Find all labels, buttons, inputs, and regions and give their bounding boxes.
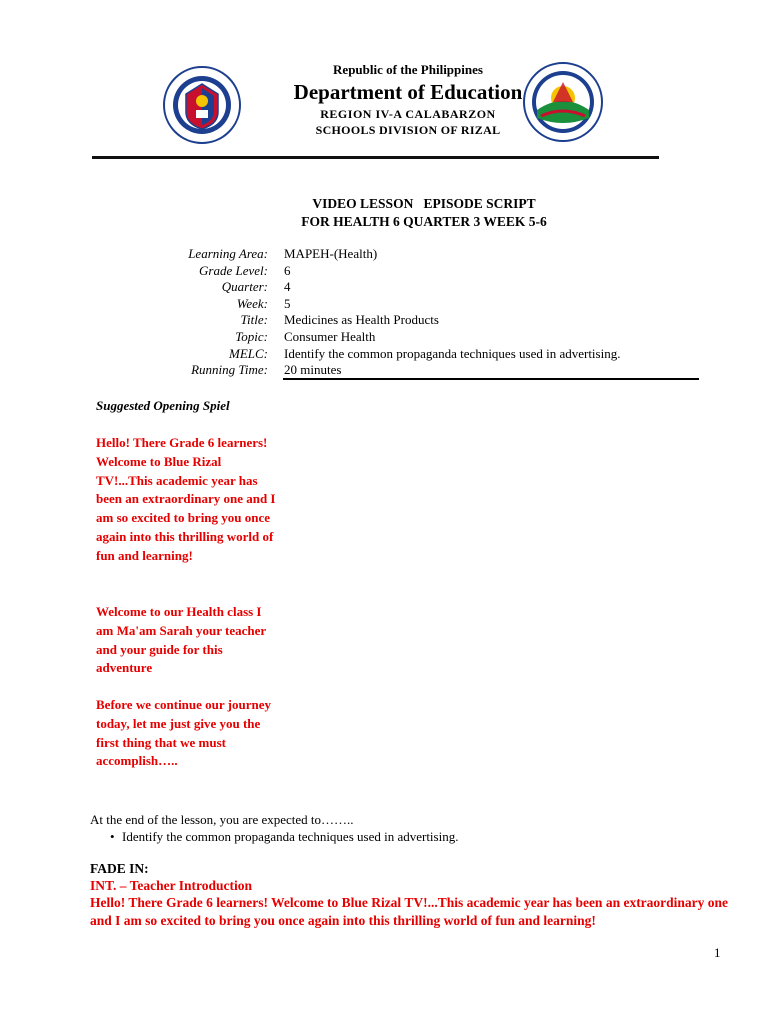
info-label: Topic: bbox=[235, 329, 268, 344]
info-value: 6 bbox=[284, 262, 291, 278]
info-label: MELC: bbox=[229, 345, 268, 361]
page-number: 1 bbox=[714, 945, 721, 960]
info-row-topic bbox=[0, 329, 768, 345]
info-row-quarter bbox=[0, 279, 768, 295]
script-title-line2: FOR HEALTH 6 QUARTER 3 WEEK 5-6 bbox=[301, 214, 547, 229]
fade-in-heading: FADE IN: bbox=[90, 861, 149, 876]
info-row-week bbox=[0, 296, 768, 312]
department-heading: Department of Education bbox=[293, 80, 523, 104]
info-value: 5 bbox=[284, 295, 291, 311]
info-label: Grade Level: bbox=[199, 262, 268, 278]
objective-item bbox=[110, 829, 458, 845]
info-value: Consumer Health bbox=[284, 329, 376, 344]
info-value: Identify the common propaganda techniques used in advertising. bbox=[284, 345, 621, 361]
division-heading: SCHOOLS DIVISION OF RIZAL bbox=[315, 123, 501, 137]
region-heading: REGION IV-A CALABARZON bbox=[320, 107, 496, 121]
spiel-paragraph-2: Welcome to our Health class I am Ma'am Sarah your teacher and your guide for this adventure bbox=[96, 604, 266, 676]
info-label: Quarter: bbox=[221, 279, 268, 295]
script-title-line1: VIDEO LESSON EPISODE SCRIPT bbox=[312, 196, 536, 211]
info-row-learning-area bbox=[0, 246, 768, 262]
info-label: Week: bbox=[236, 295, 268, 311]
spiel-heading: Suggested Opening Spiel bbox=[96, 398, 230, 413]
info-row-running-time bbox=[0, 362, 768, 378]
info-label: Title: bbox=[240, 312, 268, 328]
republic-heading: Republic of the Philippines bbox=[333, 62, 483, 77]
info-divider bbox=[283, 378, 699, 380]
info-label: Running Time: bbox=[191, 362, 268, 378]
info-label: Learning Area: bbox=[188, 246, 268, 261]
objective-text: Identify the common propaganda techniques used in advertising. bbox=[122, 829, 459, 844]
scene-heading: INT. – Teacher Introduction bbox=[90, 878, 253, 893]
objectives-intro: At the end of the lesson, you are expected to…….. bbox=[90, 812, 354, 827]
bullet-icon: • bbox=[110, 829, 115, 844]
header-divider bbox=[92, 156, 659, 159]
info-row-title bbox=[0, 312, 768, 328]
info-row-grade-level bbox=[0, 263, 768, 279]
info-value: MAPEH-(Health) bbox=[284, 246, 378, 261]
info-value: 4 bbox=[284, 279, 291, 295]
info-value: Medicines as Health Products bbox=[284, 312, 439, 328]
spiel-paragraph-1: Hello! There Grade 6 learners! Welcome to Blue Rizal TV!...This academic year has been an extraordinary one and I am so excited to bring you once again into this thrilling world of fun and learning! bbox=[96, 435, 276, 563]
info-value: 20 minutes bbox=[284, 362, 342, 378]
script-line: Hello! There Grade 6 learners! Welcome to Blue Rizal TV!...This academic year has been an extraordinary one and I am so excited to bring you once again into this thrilling world of fun and learning! bbox=[90, 895, 729, 928]
spiel-paragraph-3: Before we continue our journey today, let me just give you the first thing that we must accomplish….. bbox=[96, 697, 271, 769]
info-row-melc bbox=[0, 346, 768, 362]
